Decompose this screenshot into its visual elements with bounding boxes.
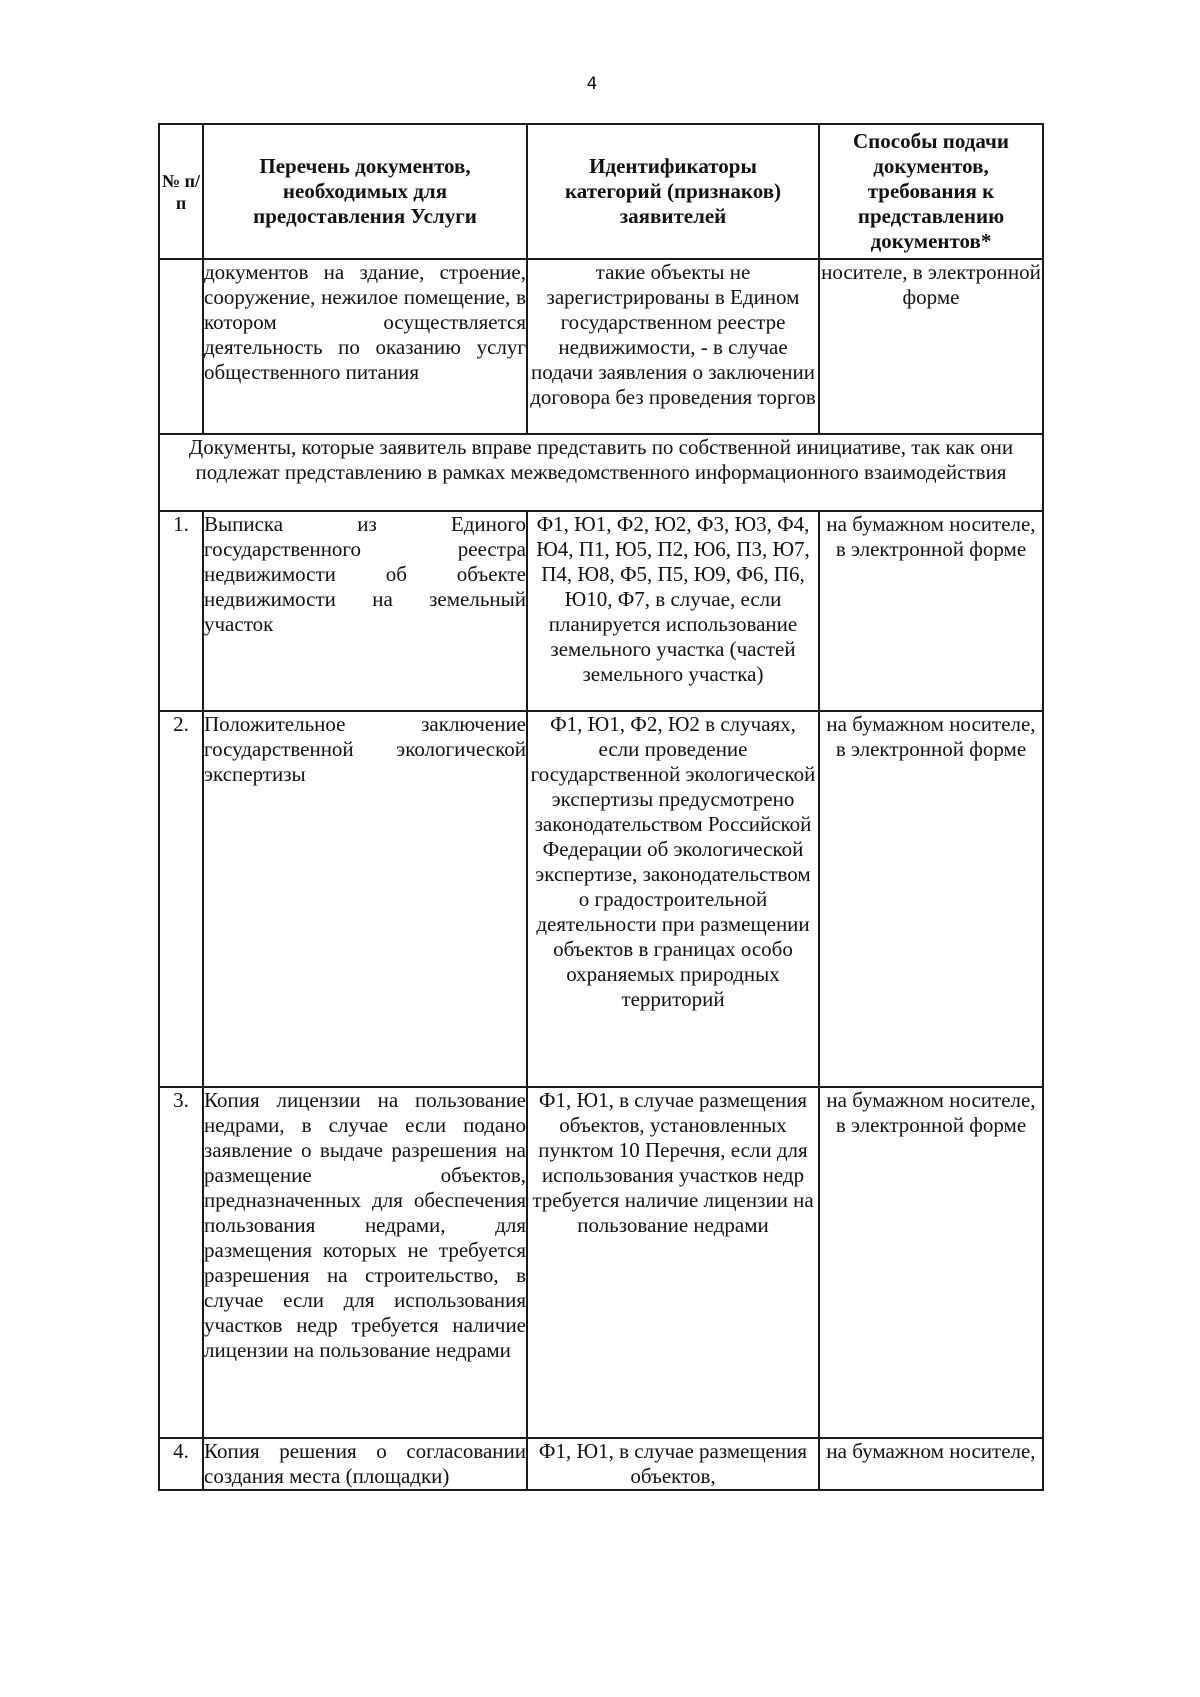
row-submission-methods: на бумажном носителе, в электронной форме [819, 511, 1043, 711]
row-number: 3. [159, 1087, 203, 1438]
row-documents: документов на здание, строение, сооружение, нежилое помещение, в котором осуществляется деятельность по оказанию услуг общественного питания [203, 259, 527, 434]
row-documents: Копия лицензии на пользование недрами, в случае если подано заявление о выдаче разрешения на размещение объектов, предназначенных для обеспечения пользования недрами, для размещения которых не требуется разрешения на строительство, в случае если для использования участков недр требуется наличие лицензии на пользование недрами [203, 1087, 527, 1438]
header-identifiers: Идентификаторы категорий (признаков) заявителей [527, 124, 819, 259]
header-number: № п/п [159, 124, 203, 259]
row-identifiers: Ф1, Ю1, в случае размещения объектов, [527, 1438, 819, 1490]
table-row [159, 511, 1043, 711]
table-header-row [159, 124, 1043, 259]
row-submission-methods: на бумажном носителе, в электронной форме [819, 711, 1043, 1087]
row-identifiers: такие объекты не зарегистрированы в Едином государственном реестре недвижимости, - в случае подачи заявления о заключении договора без проведения торгов [527, 259, 819, 434]
row-number: 2. [159, 711, 203, 1087]
section-title: Документы, которые заявитель вправе представить по собственной инициативе, так как они подлежат представлению в рамках межведомственного информационного взаимодействия [159, 434, 1043, 511]
row-documents: Копия решения о согласовании создания места (площадки) [204, 1439, 526, 1488]
header-submission-methods: Способы подачи документов, требования к представлению документов* [819, 124, 1043, 259]
table-row [159, 259, 1043, 434]
header-documents: Перечень документов, необходимых для предоставления Услуги [203, 124, 527, 259]
page-number: 4 [586, 74, 598, 94]
row-submission-methods: на бумажном носителе, [819, 1438, 1043, 1490]
row-submission-methods: носителе, в электронной форме [819, 259, 1043, 434]
table-row [159, 1438, 1043, 1490]
row-identifiers: Ф1, Ю1, в случае размещения объектов, установленных пунктом 10 Перечня, если для использования участков недр требуется наличие лицензии на пользование недрами [527, 1087, 819, 1438]
row-identifiers: Ф1, Ю1, Ф2, Ю2, Ф3, Ю3, Ф4, Ю4, П1, Ю5, П2, Ю6, П3, Ю7, П4, Ю8, Ф5, П5, Ю9, Ф6, П6, Ю10, Ф7, в случае, если планируется использование земельного участка (частей земельного участка) [527, 511, 819, 711]
table-row [159, 1087, 1043, 1438]
section-row [159, 434, 1043, 511]
row-number: 4. [159, 1438, 203, 1490]
row-identifiers: Ф1, Ю1, Ф2, Ю2 в случаях, если проведение государственной экологической экспертизы предусмотрено законодательством Российской Федерации об экологической экспертизе, законодательством о градостроительной деятельности при размещении объектов в границах особо охраняемых природных территорий [527, 711, 819, 1087]
table-row [159, 711, 1043, 1087]
row-documents: Положительное заключение государственной экологической экспертизы [203, 711, 527, 1087]
row-documents: Выписка из Единого государственного реестра недвижимости об объекте недвижимости на земельный участок [203, 511, 527, 711]
row-number: 1. [159, 511, 203, 711]
documents-table [158, 123, 1044, 1491]
row-number [159, 259, 203, 434]
row-submission-methods: на бумажном носителе, в электронной форме [819, 1087, 1043, 1438]
